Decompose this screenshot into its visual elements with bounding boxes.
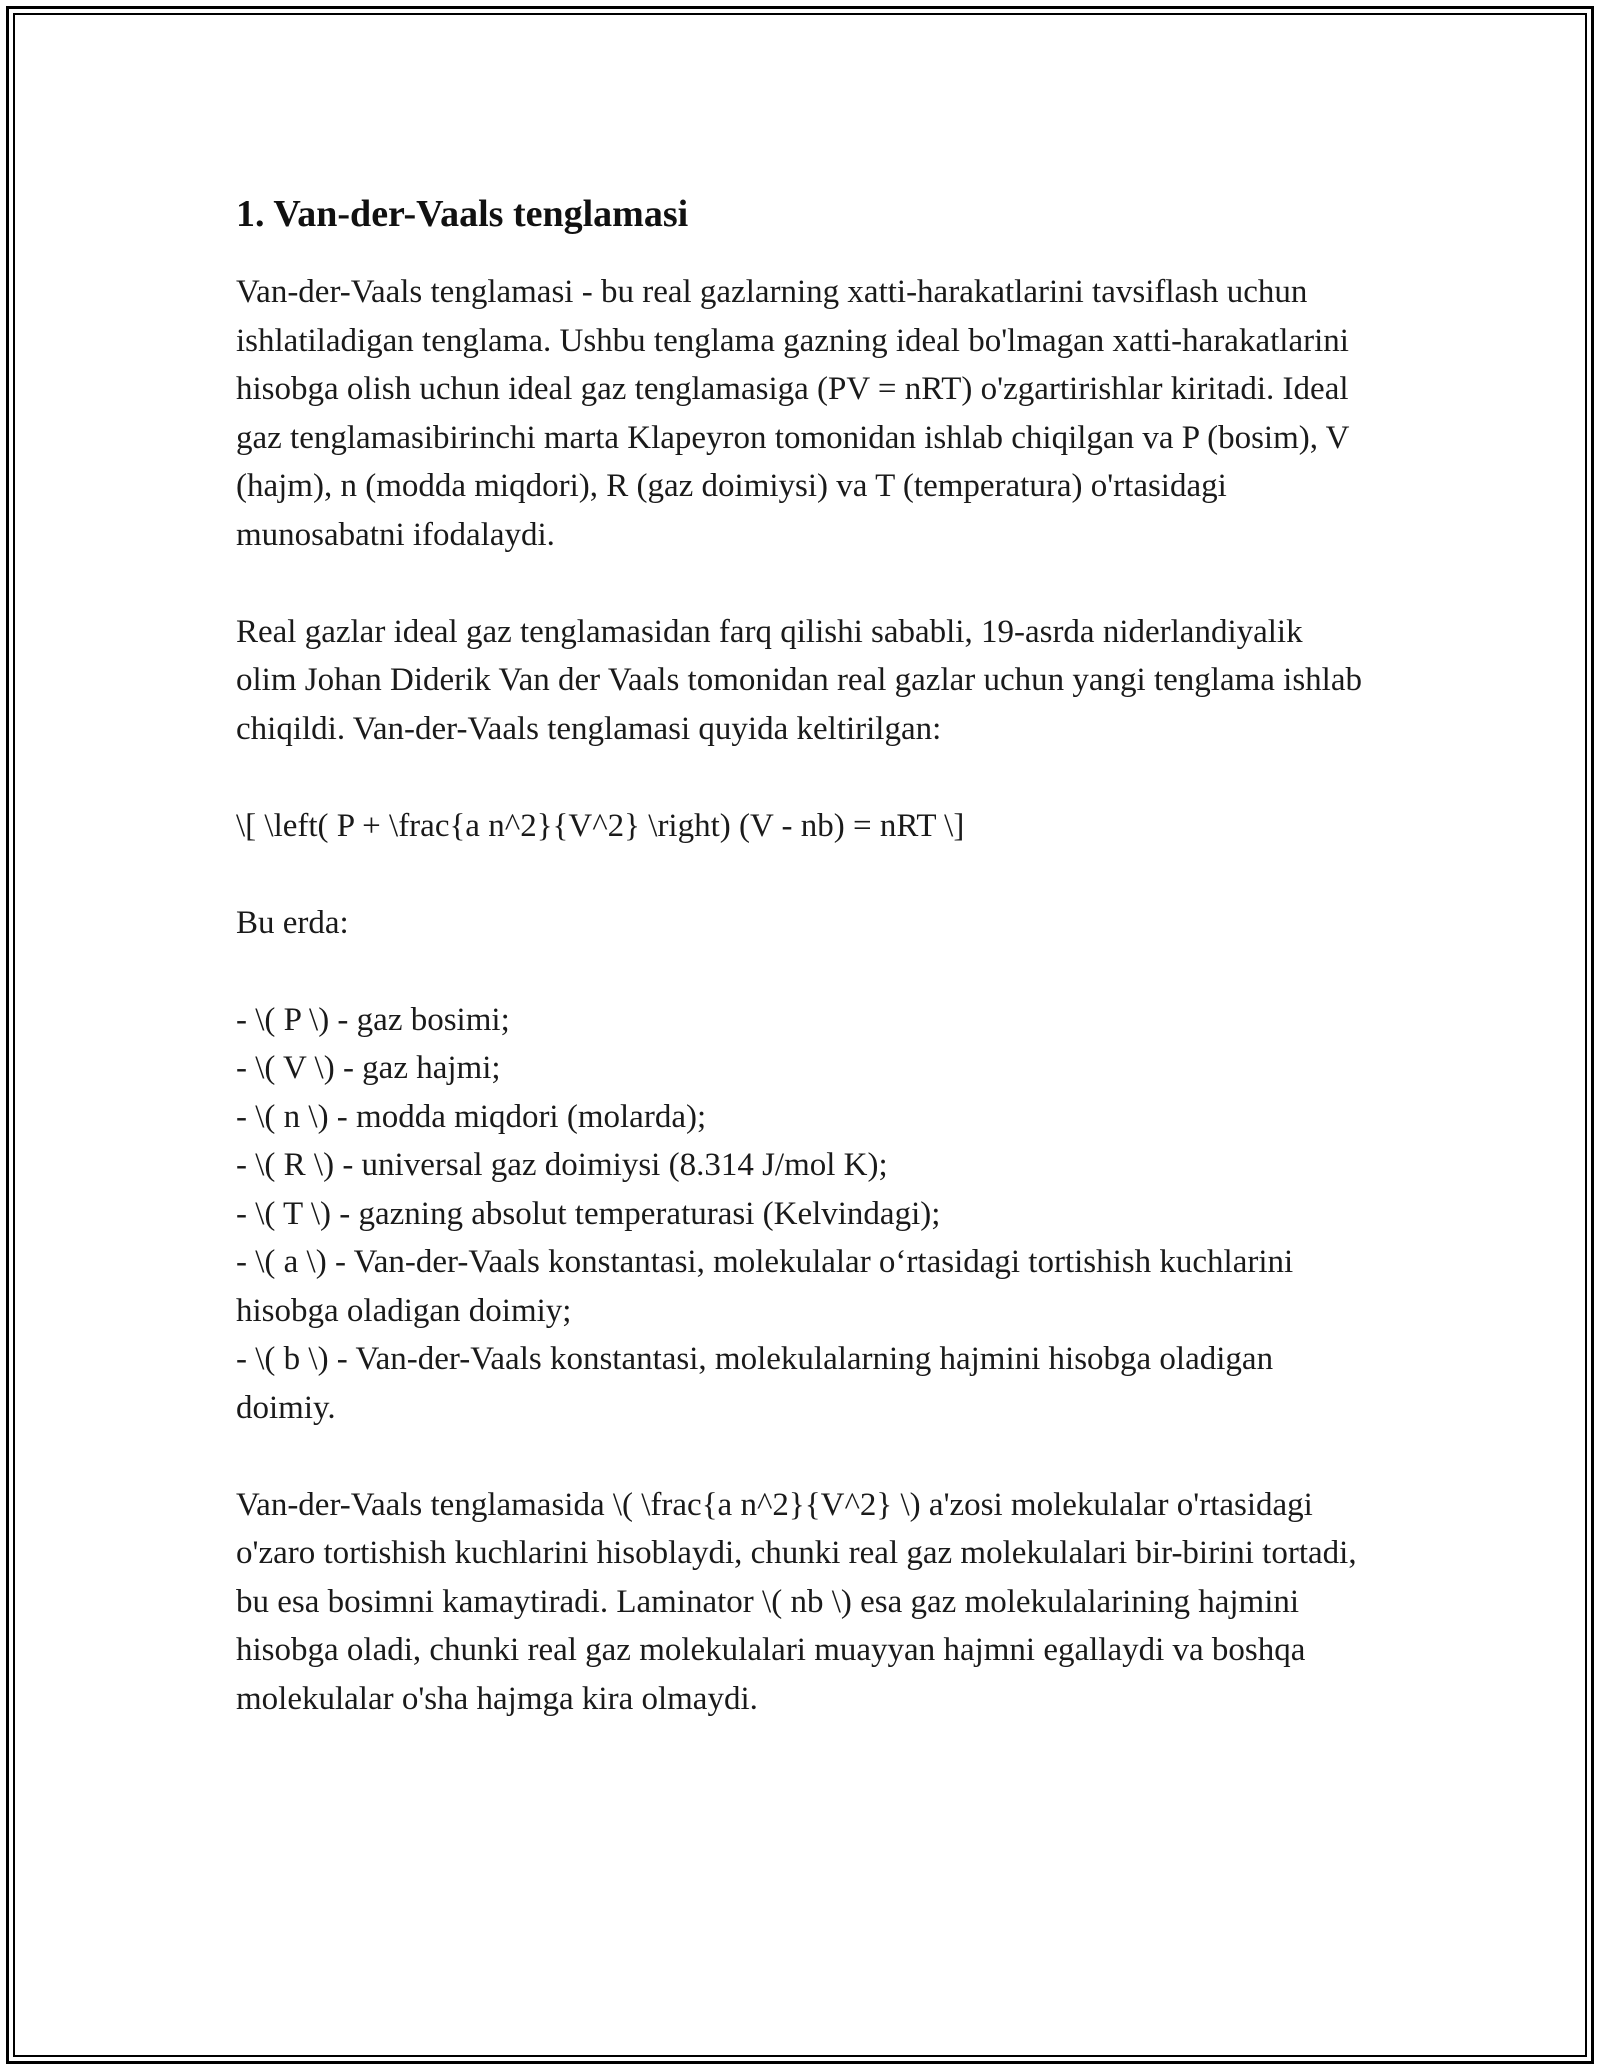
definitions-list (236, 996, 1366, 1433)
section-heading: 1. Van-der-Vaals tenglamasi (236, 193, 689, 235)
paragraph-explanation: Van-der-Vaals tenglamasida \( \frac{a n^2}{V^2} \) a'zosi molekulalar o'rtasidagi o'zaro tortishish kuchlarini hisoblaydi, chunki real gaz molekulalari bir-birini tortadi, bu esa bosimni kamaytiradi. Laminator \( nb \) esa gaz molekulalarining hajmini hisobga oladi, chunki real gaz molekulalari muayyan hajmni egallaydi va boshqa molekulalar o'sha hajmga kira olmaydi. (236, 1486, 1357, 1717)
definition-item: - \( T \) - gazning absolut temperaturasi (Kelvindagi); (236, 1195, 941, 1232)
document-page (236, 186, 1366, 1723)
definition-item: - \( a \) - Van-der-Vaals konstantasi, molekulalar o‘rtasidagi tortishish kuchlarini hisobga oladigan doimiy; (236, 1244, 1294, 1329)
definitions-intro: Bu erda: (236, 904, 349, 941)
definition-item: - \( V \) - gaz hajmi; (236, 1050, 501, 1086)
paragraph-history: Real gazlar ideal gaz tenglamasidan farq qilishi sababli, 19-asrda niderlandiyalik olim Johan Diderik Van der Vaals tomonidan real gazlar uchun yangi tenglama ishlab chiqildi. Van-der-Vaals tenglamasi quyida keltirilgan: (236, 613, 1362, 747)
paragraph-intro: Van-der-Vaals tenglamasi - bu real gazlarning xatti-harakatlarini tavsiflash uchun ishlatiladigan tenglama. Ushbu tenglama gazning ideal bo'lmagan xatti-harakatlarini hisobga olish uchun ideal gaz tenglamasiga (PV = nRT) o'zgartirishlar kiritadi. Ideal gaz tenglamasibirinchi marta Klapeyron tomonidan ishlab chiqilgan va P (bosim), V (hajm), n (modda miqdori), R (gaz doimiysi) va T (temperatura) o'rtasidagi munosabatni ifodalaydi. (236, 274, 1349, 553)
definition-item: - \( b \) - Van-der-Vaals konstantasi, molekulalarning hajmini hisobga oladigan doimiy. (236, 1341, 1274, 1426)
equation-line: \[ \left( P + \frac{a n^2}{V^2} \right) (V - nb) = nRT \] (236, 807, 965, 844)
definition-item: - \( P \) - gaz bosimi; (236, 1001, 510, 1038)
definition-item: - \( R \) - universal gaz doimiysi (8.314 J/mol K); (236, 1147, 888, 1183)
definition-item: - \( n \) - modda miqdori (molarda); (236, 1098, 707, 1135)
